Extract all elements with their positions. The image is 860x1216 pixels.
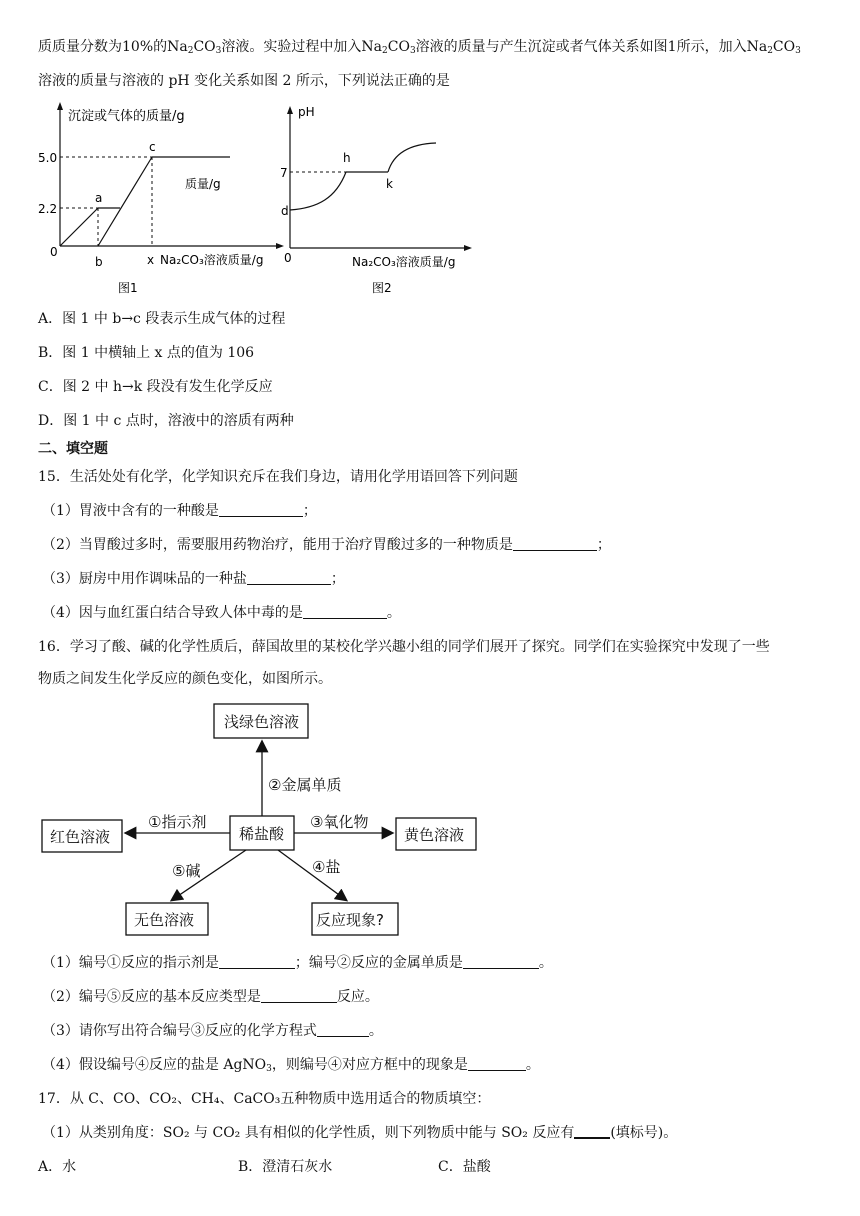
box-bottom-left-label: 无色溶液	[134, 911, 195, 929]
q15-part-2: （2）当胃酸过多时，需要服用药物治疗，能用于治疗胃酸过多的一种物质是 ；	[42, 537, 611, 553]
fig1-segment-bc	[98, 157, 152, 246]
fig1-point-x: x	[147, 253, 155, 267]
fig1-segment-0a	[60, 208, 98, 246]
fig1-mass-label: 质量/g	[185, 177, 221, 191]
box-top-label: 浅绿色溶液	[224, 713, 300, 731]
q16-part-2: （2）编号⑤反应的基本反应类型是 反应。	[42, 989, 379, 1005]
q17-option-a: A．水	[38, 1159, 77, 1175]
blank-q16-3[interactable]	[317, 1022, 369, 1037]
fig1-tick-22: 2.2	[38, 202, 58, 216]
q16-stem-1: 16．学习了酸、碱的化学性质后，薛国故里的某校化学兴趣小组的同学们展开了探究。同学们在实验探究中发现了一些	[38, 639, 770, 655]
arrow-4-label: ④盐	[312, 858, 341, 876]
arrow-1-label: ①指示剂	[148, 813, 207, 831]
blank-q15-3[interactable]	[247, 570, 331, 585]
intro-line-1: 质质量分数为10%的$Na_2CO_3$溶液。实验过程中加入$Na_2CO_3$溶液的质量与产生沉淀或者气体关系如图1所示，加入$Na_2CO_3$	[38, 39, 801, 56]
figure-1	[40, 100, 290, 300]
option-c: C．图 2 中 h→k 段没有发生化学反应	[38, 379, 273, 395]
fig1-origin: 0	[50, 245, 58, 259]
fig1-point-b: b	[95, 255, 103, 269]
blank-q16-1a[interactable]	[219, 954, 295, 969]
box-center-label: 稀盐酸	[239, 825, 285, 843]
fig2-caption: 图2	[372, 281, 392, 295]
box-right-label: 黄色溶液	[404, 826, 465, 844]
box-bottom-right-label: 反应现象?	[316, 911, 384, 929]
blank-q15-1[interactable]	[219, 502, 303, 517]
q16-diagram	[0, 690, 860, 940]
q17-part-1: （1）从类别角度：SO₂ 与 CO₂ 具有相似的化学性质，则下列物质中能与 SO₂ 反应有 (填标号)。	[42, 1125, 678, 1141]
section-heading: 二、填空题	[38, 441, 108, 457]
blank-q16-1b[interactable]	[463, 954, 539, 969]
option-d: D．图 1 中 c 点时，溶液中的溶质有两种	[38, 413, 294, 429]
option-a: A．图 1 中 b→c 段表示生成气体的过程	[38, 311, 286, 327]
fig2-point-k: k	[386, 177, 393, 191]
q15-part-3: （3）厨房中用作调味品的一种盐 ；	[42, 571, 345, 587]
fig1-point-a: a	[95, 191, 103, 205]
q16-stem-2: 物质之间发生化学反应的颜色变化，如图所示。	[38, 671, 332, 687]
blank-q15-2[interactable]	[513, 536, 597, 551]
q17-stem: 17．从 C、CO、CO₂、CH₄、CaCO₃五种物质中选用适合的物质填空：	[38, 1091, 491, 1107]
arrow-2-label: ②金属单质	[268, 776, 342, 794]
q16-part-4: （4）假设编号④反应的盐是 AgNO$_3$，则编号④对应方框中的现象是 。	[42, 1057, 540, 1074]
arrow-5-label: ⑤碱	[172, 862, 201, 880]
figure-2	[278, 100, 478, 300]
fig2-ylabel: pH	[298, 105, 315, 119]
q17-option-b: B．澄清石灰水	[238, 1159, 333, 1175]
q16-part-1: （1）编号①反应的指示剂是 ；编号②反应的金属单质是 。	[42, 955, 553, 971]
intro-line-2: 溶液的质量与溶液的 pH 变化关系如图 2 所示，下列说法正确的是	[38, 73, 450, 89]
fig2-point-d: d	[281, 204, 289, 218]
fig2-origin: 0	[284, 251, 292, 265]
q16-part-3: （3）请你写出符合编号③反应的化学方程式 。	[42, 1023, 383, 1039]
box-left-label: 红色溶液	[50, 828, 111, 846]
blank-q16-4[interactable]	[468, 1056, 526, 1071]
q17-option-c: C．盐酸	[438, 1159, 491, 1175]
fig1-point-c: c	[149, 140, 156, 154]
fig1-tick-5: 5.0	[38, 151, 58, 165]
blank-q16-2[interactable]	[261, 988, 337, 1003]
q15-part-1: （1）胃液中含有的一种酸是 ；	[42, 503, 317, 519]
fig1-ylabel: 沉淀或气体的质量/g	[68, 109, 185, 124]
fig2-tick-7: 7	[280, 166, 288, 180]
fig1-caption: 图1	[118, 281, 138, 295]
q15-stem: 15．生活处处有化学，化学知识充斥在我们身边，请用化学用语回答下列问题	[38, 469, 518, 485]
fig2-xlabel: Na₂CO₃溶液质量/g	[352, 255, 456, 269]
blank-q17-1[interactable]	[574, 1123, 610, 1139]
fig2-point-h: h	[343, 151, 351, 165]
option-b: B．图 1 中横轴上 x 点的值为 106	[38, 345, 255, 361]
arrow-3-label: ③氧化物	[310, 813, 369, 831]
fig2-curve-k	[388, 143, 436, 172]
q15-part-4: （4）因与血红蛋白结合导致人体中毒的是 。	[42, 605, 401, 621]
fig1-xlabel: Na₂CO₃溶液质量/g	[160, 253, 264, 267]
fig2-curve-d-h	[290, 172, 346, 210]
blank-q15-4[interactable]	[303, 604, 387, 619]
